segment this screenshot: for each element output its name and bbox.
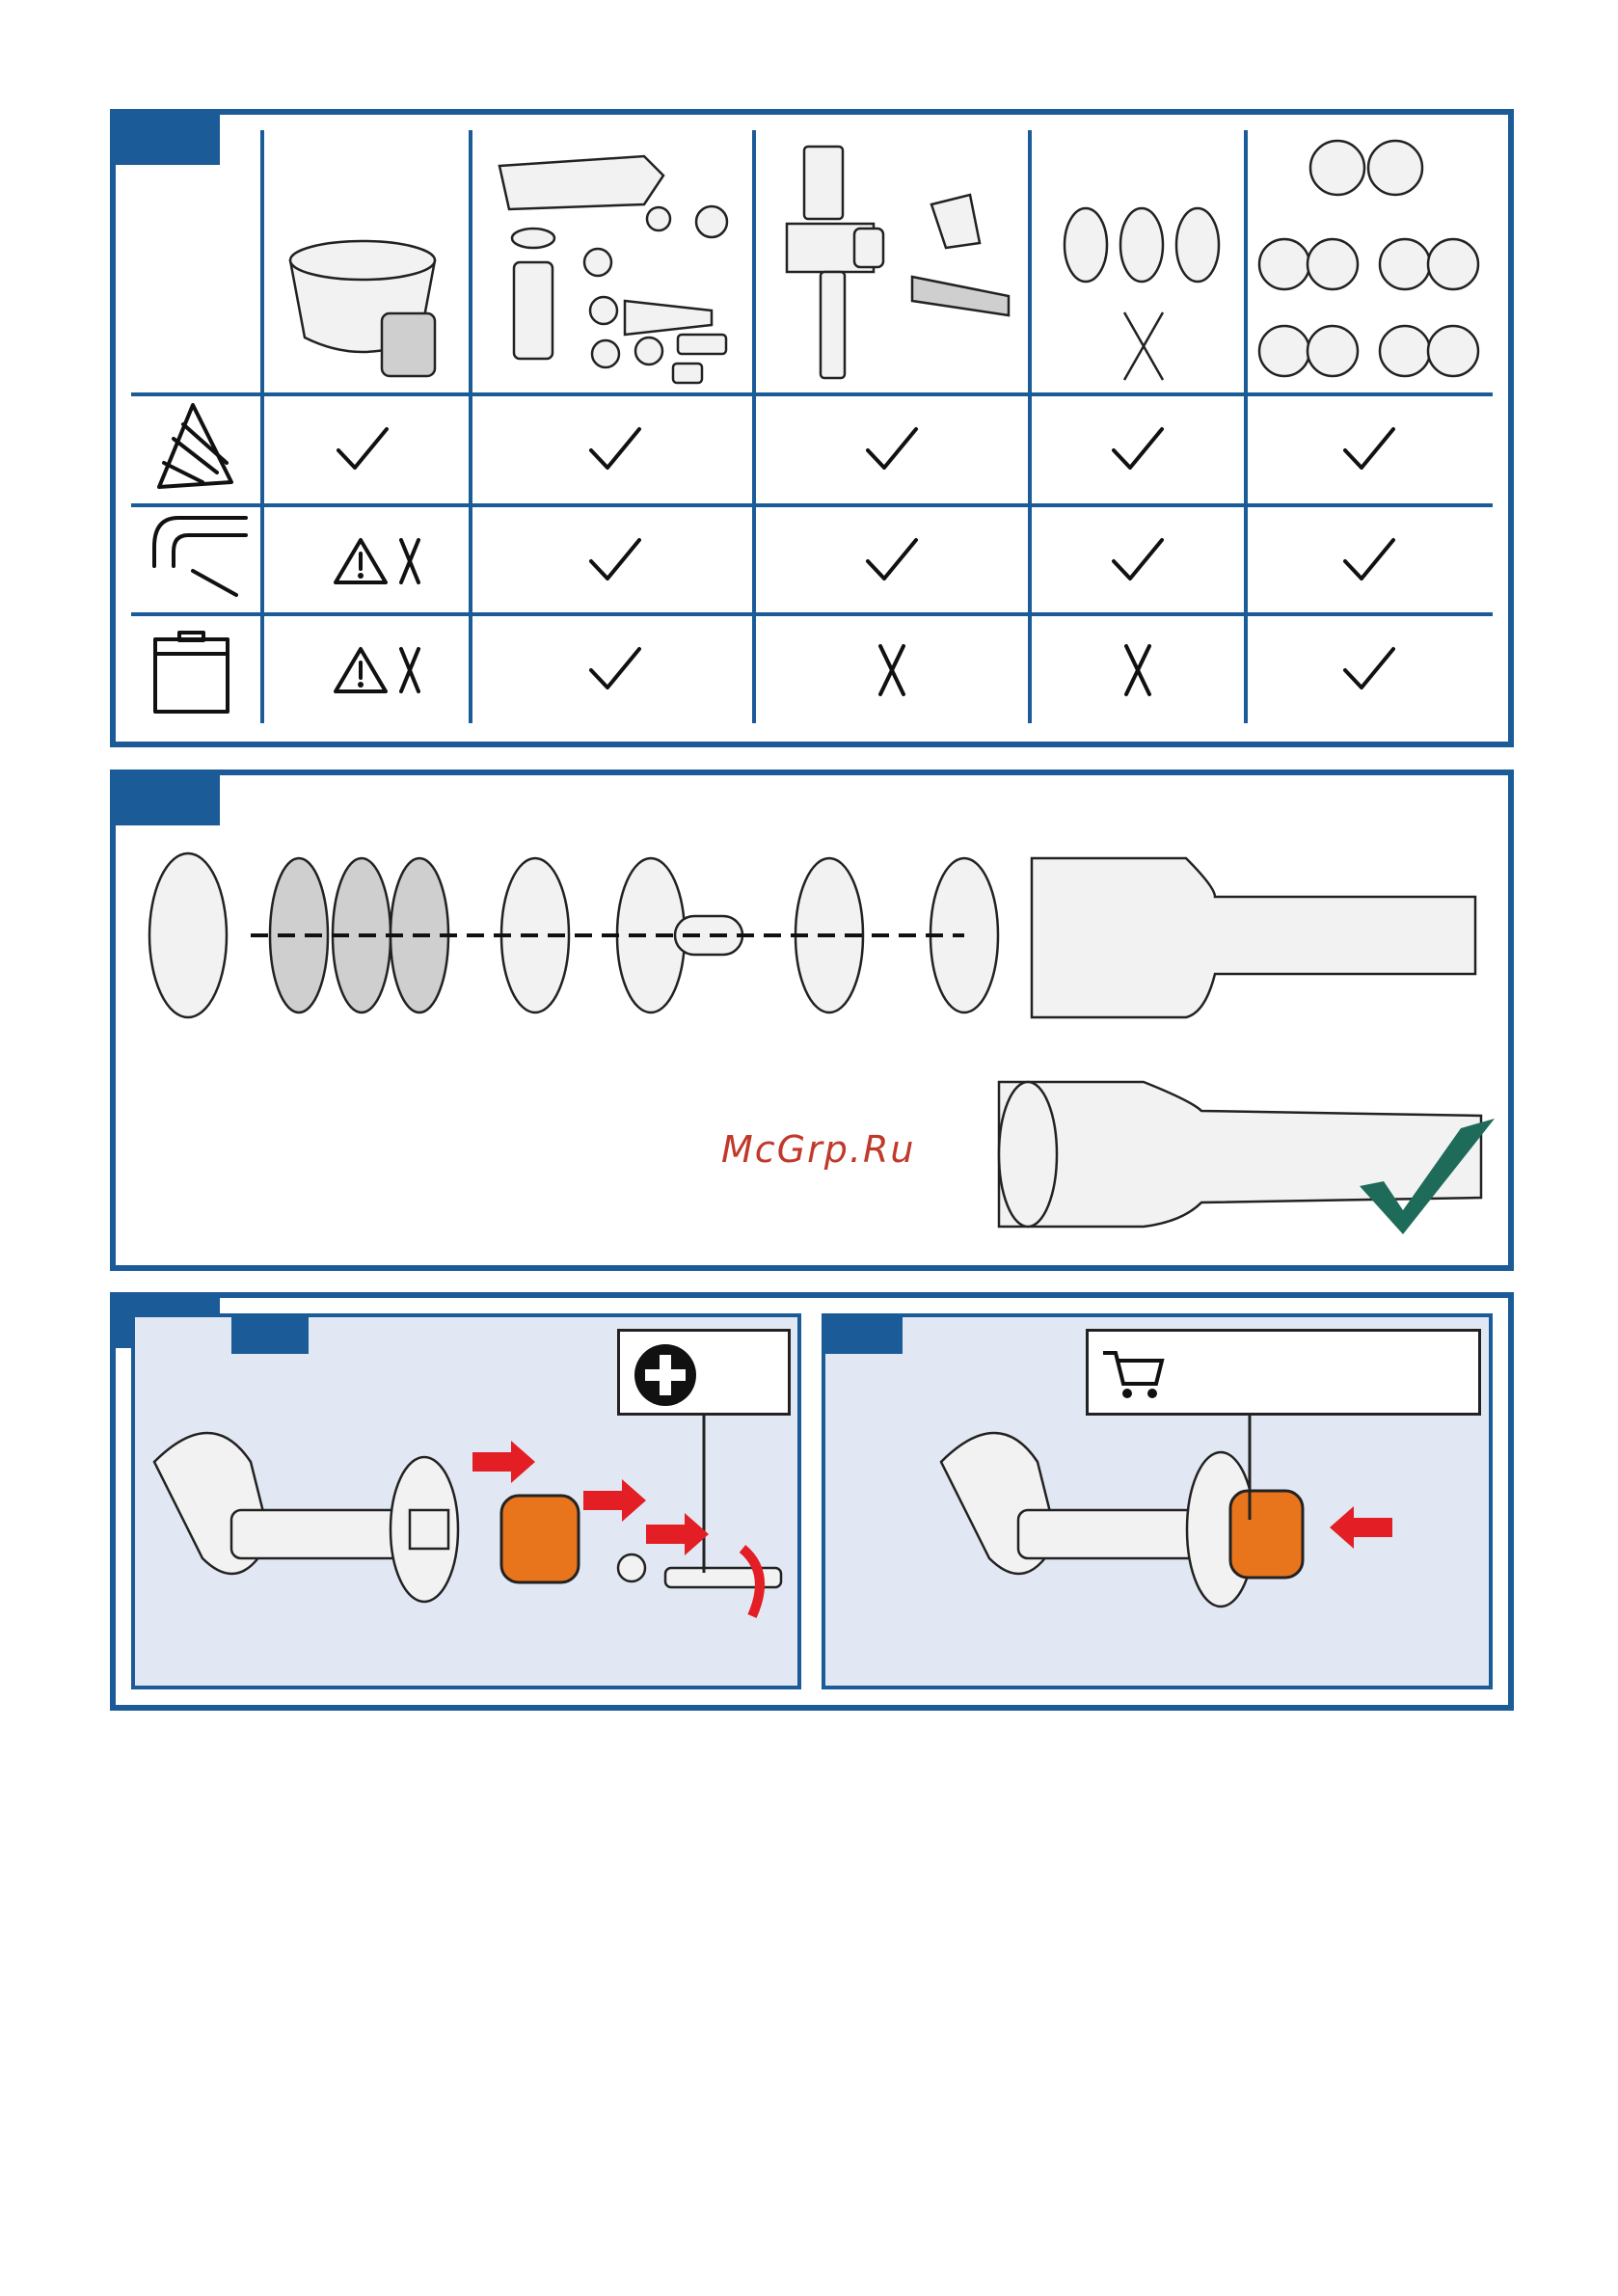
subpanel-left — [131, 1313, 801, 1689]
watermark-text: McGrp.Ru — [721, 1128, 916, 1171]
exploded-assembly-illustration — [135, 849, 1504, 1041]
check-mark — [338, 429, 387, 468]
warning-icon-dot — [358, 682, 364, 688]
check-mark — [1114, 540, 1162, 579]
check-mark — [1345, 429, 1393, 468]
check-mark — [1114, 429, 1162, 468]
marks-canvas — [0, 0, 1618, 771]
check-mark — [868, 540, 916, 579]
x-mark — [880, 646, 903, 694]
orange-nut — [501, 1496, 579, 1582]
shopping-cart-icon — [1098, 1345, 1166, 1403]
check-mark — [1345, 649, 1393, 688]
subpanel-right — [822, 1313, 1493, 1689]
x-mark — [1126, 646, 1149, 694]
worm-shaft-assembled-illustration — [825, 1404, 1491, 1693]
x-mark — [401, 649, 418, 691]
check-mark — [1345, 540, 1393, 579]
panel-tab — [116, 775, 220, 825]
cleaning-table-marks — [0, 0, 1618, 771]
plus-circle-icon — [632, 1341, 699, 1409]
x-mark — [401, 540, 418, 582]
check-mark — [868, 429, 916, 468]
check-mark — [591, 649, 639, 688]
orange-nut — [1230, 1491, 1303, 1578]
cart-callout — [1086, 1329, 1481, 1416]
plus-callout — [617, 1329, 791, 1416]
warning-icon-dot — [358, 573, 364, 579]
subpanel-tab — [231, 1317, 309, 1354]
worm-shaft-with-nut-illustration — [135, 1404, 800, 1693]
large-check-icon — [1350, 1109, 1504, 1244]
check-mark — [591, 429, 639, 468]
check-mark — [591, 540, 639, 579]
subpanel-tab — [825, 1317, 903, 1354]
